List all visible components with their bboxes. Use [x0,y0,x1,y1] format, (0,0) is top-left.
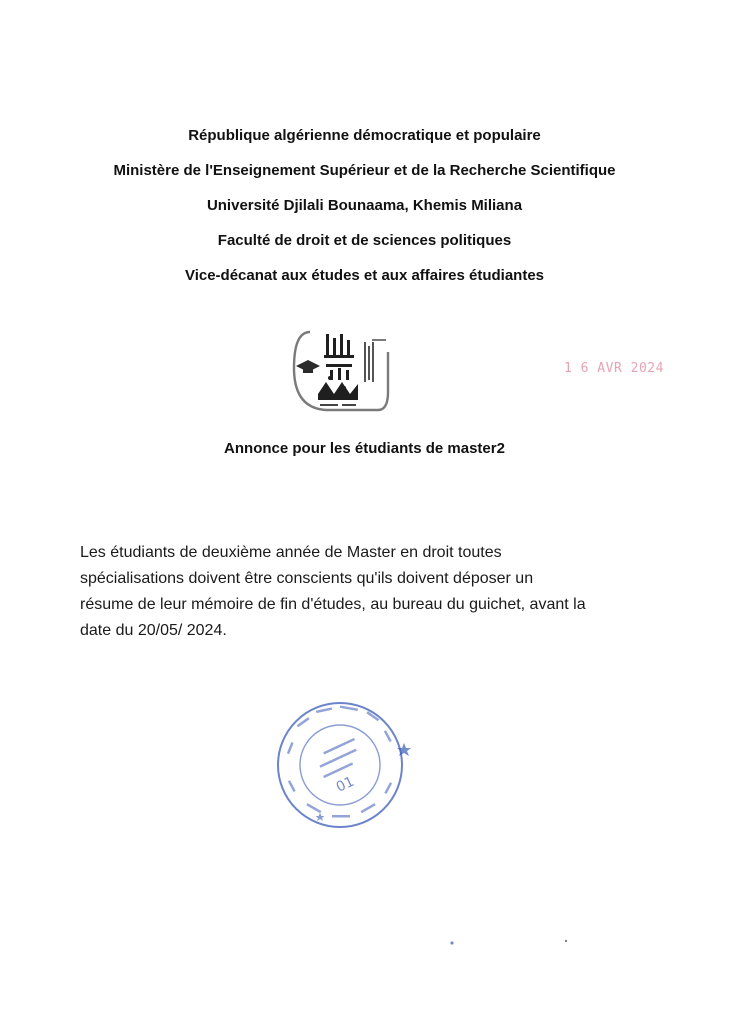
graduation-cap-icon [296,360,320,373]
university-logo [286,322,394,414]
document-header [0,127,729,302]
header-line-ministry: Ministère de l'Enseignement Supérieur et de la Recherche Scientifique [113,162,616,179]
header-line-republic: République algérienne démocratique et populaire [188,127,541,144]
announcement-body [80,540,660,644]
header-line-faculty: Faculté de droit et de sciences politiques [217,232,512,249]
announcement-body-line: résume de leur mémoire de fin d'études, au bureau du guichet, avant la [80,596,586,613]
star-icon [316,813,325,821]
university-logo-graphic [286,322,394,414]
announcement-body-line: Les étudiants de deuxième année de Master en droit toutes [80,544,502,561]
header-line-vice-dean: Vice-décanat aux études et aux affaires étudiantes [184,267,545,284]
announcement-body-line: spécialisations doivent être conscients qu'ils doivent déposer un [80,570,534,587]
seal-number: 01 [333,773,357,796]
header-line-university: Université Djilali Bounaama, Khemis Miliana [206,197,523,214]
announcement-body-line: date du 20/05/ 2024. [80,622,227,639]
scan-specks [440,935,580,955]
received-date-stamp: 1 6 AVR 2024 [564,361,664,376]
faculty-seal-stamp [266,695,414,835]
svg-text:01 [334,774,357,796]
announcement-title: Annonce pour les étudiants de master2 [224,440,505,457]
seal-icon [266,695,414,835]
